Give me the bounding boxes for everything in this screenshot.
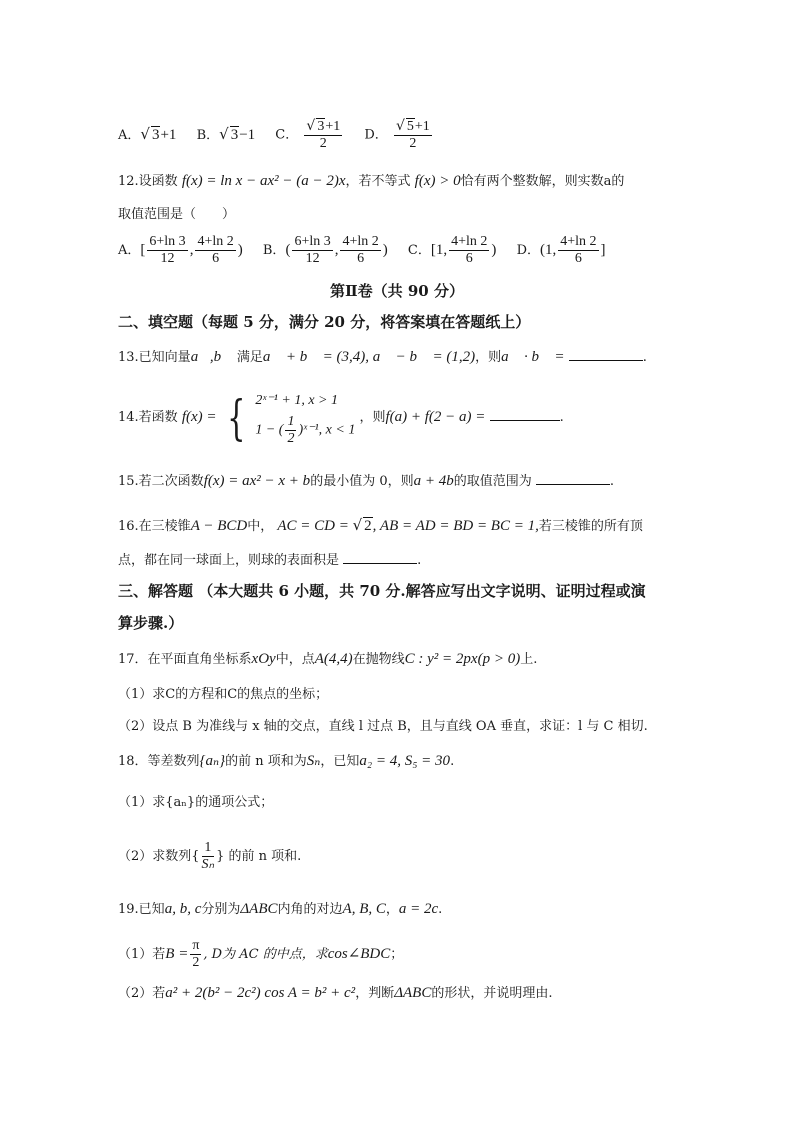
q12-option-a: A．[ $\frac{6+\ln 3}{12}$ , $\frac{4+\ln 2}{6}$ )	[118, 234, 243, 266]
section3-heading-line2: 算步骤.）	[118, 614, 184, 632]
section2-heading: 二、填空题（每题 5 分，满分 20 分，将答案填在答题纸上）	[118, 313, 531, 331]
q17-part1: （1）求C的方程和C的焦点的坐标；	[118, 687, 329, 702]
section3-heading-line1: 三、解答题 （本大题共 6 小题，共 70 分.解答应写出文字说明、证明过程或演	[118, 582, 646, 600]
q12-option-b: B．( $\frac{6+\ln 3}{12}$ , $\frac{4+\ln 2}{6}$ )	[262, 234, 388, 266]
q19-part1: （1）若B = $\frac{\pi}{2}$ , D为 AC 的中点，求cos∠BDC；	[118, 938, 404, 970]
q18-part2: （2）求数列{ $\frac{1}{\text{Sₙ}}$ } 的前 n 项和.	[118, 840, 302, 872]
q17-stem: 17．在平面直角坐标系xOy中，点A(4,4)在抛物线C : y² = 2px(p > 0)上.	[118, 651, 538, 667]
q17-part2: （2）设点 B 为准线与 x 轴的交点，直线 l 过点 B，且与直线 OA 垂直，求证：l 与 C 相切.	[118, 719, 648, 734]
q15: 15.若二次函数f(x) = ax² − x + b的最小值为 0，则a + 4b的取值范围为 .	[118, 473, 615, 489]
q11-option-b: B．√ 3−1	[196, 124, 256, 143]
q15-answer-blank[interactable]	[536, 472, 610, 485]
q11-option-a: A．√ 3+1	[118, 124, 177, 143]
q14-brace: {	[226, 389, 246, 446]
q19-part2: （2）若a² + 2(b² − 2c²) cos A = b² + c²，判断ΔABC的形状，并说明理由.	[118, 985, 553, 1001]
part2-title: 第Ⅱ卷（共 90 分）	[330, 282, 464, 300]
q11-option-d: D． $\frac{√ 5+1}{2}$	[364, 118, 430, 151]
q13: 13.已知向量a⃗,b⃗ 满足a⃗ + b⃗ = (3,4), a⃗ − b⃗ = (1,2)，则a⃗ · b⃗ = .	[118, 349, 647, 365]
q18-part1: （1）求{aₙ}的通项公式；	[118, 795, 274, 810]
q16-answer-blank[interactable]	[343, 551, 417, 564]
q12-stem: 12.设函数 f(x) = ln x − ax² − (a − 2)x，若不等式 f(x) > 0恰有两个整数解，则实数a的	[118, 173, 625, 189]
q16-line2: 点，都在同一球面上，则球的表面积是 .	[118, 553, 422, 568]
q16: 16.在三棱锥A − BCD中， AC = CD = √ 2, AB = AD = BD = BC = 1,若三棱锥的所有顶	[118, 516, 643, 534]
q12-stem-line2: 取值范围是（ ）	[118, 207, 236, 222]
q19-stem: 19.已知a, b, c分别为ΔABC内角的对边A, B, C，a = 2c.	[118, 901, 443, 917]
q14-answer-blank[interactable]	[490, 408, 560, 421]
q11-option-c: C． $\frac{√ 3+1}{2}$	[275, 118, 341, 151]
q11-d-fraction: $\frac{√ 5+1}{2}$	[395, 118, 430, 151]
q14-cases: 2ˣ⁻¹ + 1, x > 1 1 − ( $\frac{1}{2}$ )ˣ⁻¹, x < 1	[255, 393, 356, 446]
q13-answer-blank[interactable]	[569, 348, 643, 361]
q12-option-d: D．(1, $\frac{4+\ln 2}{6}$ ]	[516, 234, 606, 266]
q18-stem: 18．等差数列{aₙ}的前 n 项和为Sₙ，已知a₂ = 4, S₅ = 30.	[118, 753, 455, 769]
q11-c-fraction: $\frac{√ 3+1}{2}$	[306, 118, 341, 151]
q12-options	[118, 234, 622, 267]
q11-options	[118, 118, 450, 152]
q14: 14.若函数 f(x) = { 2ˣ⁻¹ + 1, x > 1 1 − ( $\frac{1}{2}$ )ˣ⁻¹, x < 1 ，则f(a) + f(2 − a) = .	[118, 389, 564, 446]
q12-option-c: C．[1, $\frac{4+\ln 2}{6}$ )	[407, 234, 497, 266]
